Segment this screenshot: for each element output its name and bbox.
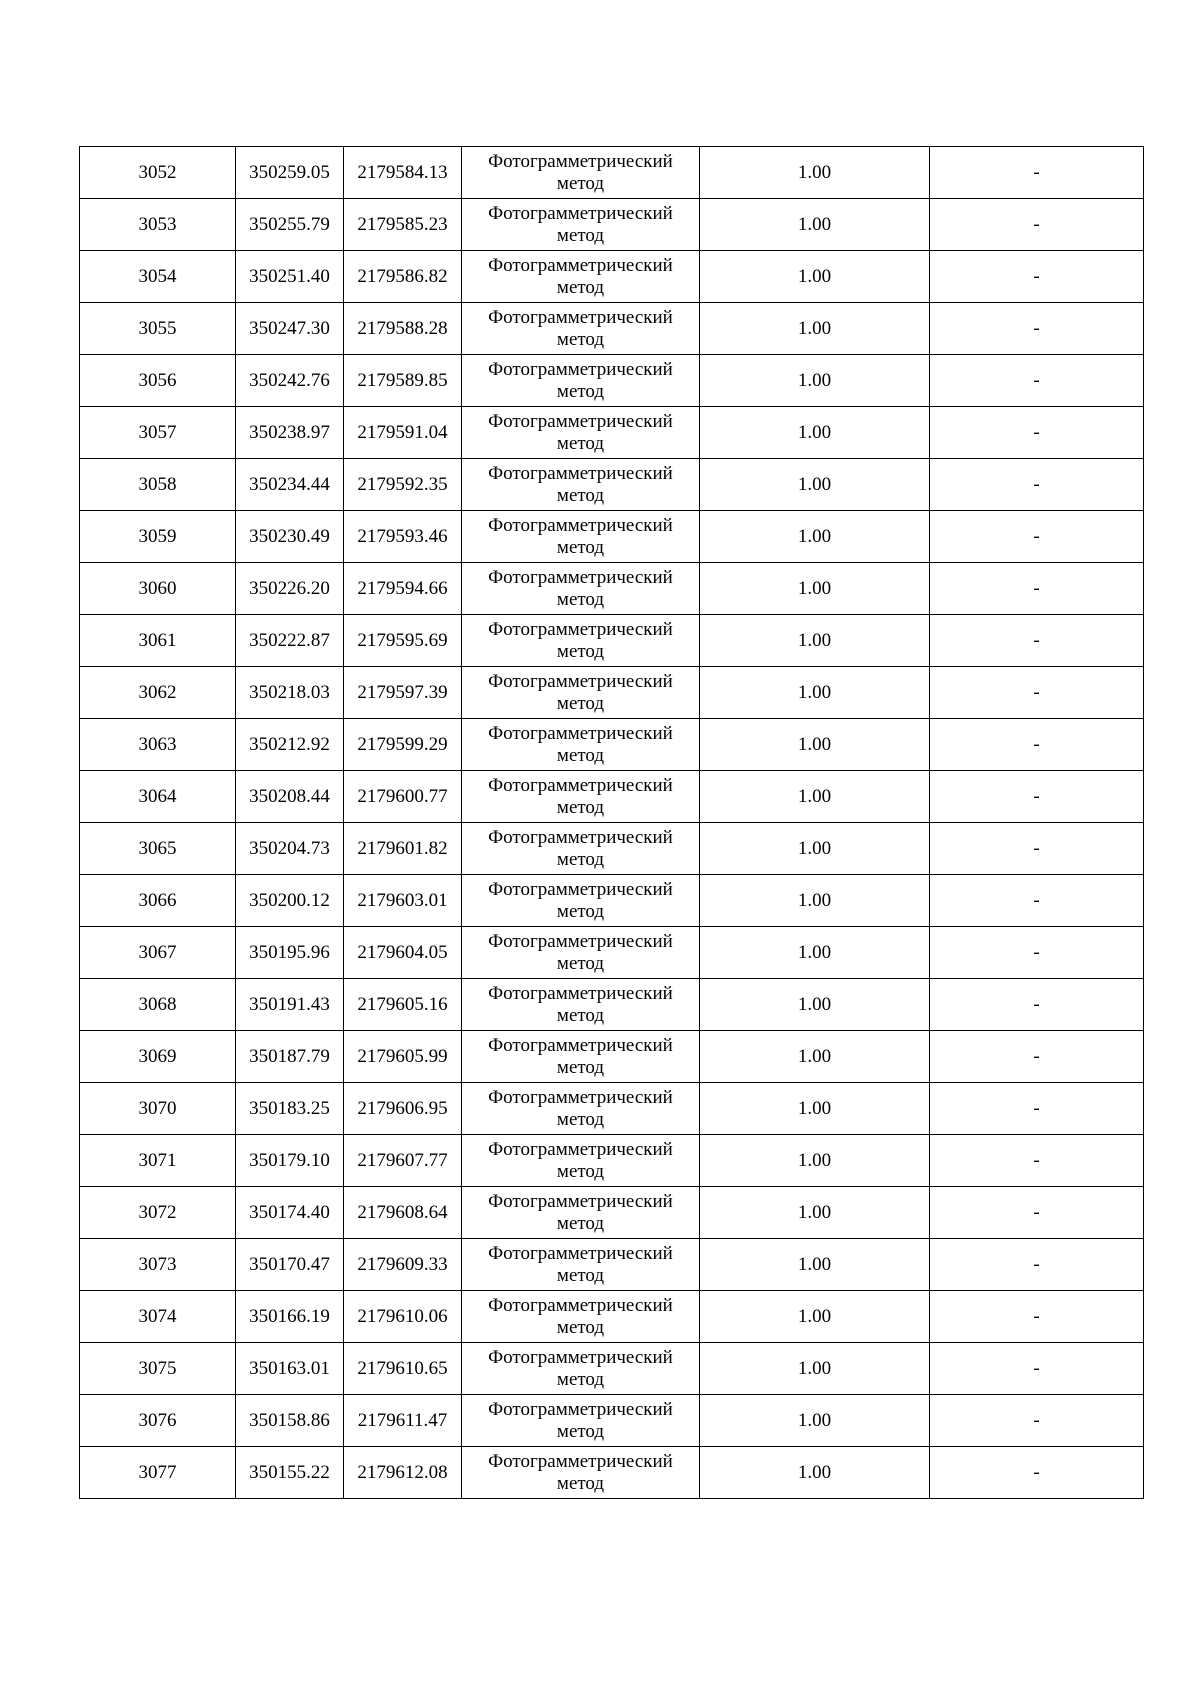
accuracy-cell: 1.00 bbox=[700, 147, 930, 199]
point-number-cell: 3061 bbox=[80, 615, 236, 667]
accuracy-cell: 1.00 bbox=[700, 459, 930, 511]
point-number-cell: 3055 bbox=[80, 303, 236, 355]
x-coordinate-cell: 350195.96 bbox=[236, 927, 344, 979]
y-coordinate-cell: 2179611.47 bbox=[344, 1395, 462, 1447]
table-row bbox=[80, 1291, 1144, 1343]
x-coordinate-cell: 350163.01 bbox=[236, 1343, 344, 1395]
note-cell: - bbox=[930, 719, 1144, 771]
accuracy-cell: 1.00 bbox=[700, 979, 930, 1031]
method-line-1: Фотограмметрический bbox=[488, 514, 673, 536]
method-line-2: метод bbox=[556, 848, 605, 870]
table-row bbox=[80, 823, 1144, 875]
table-row bbox=[80, 875, 1144, 927]
method-cell bbox=[462, 1031, 700, 1083]
accuracy-cell: 1.00 bbox=[700, 1083, 930, 1135]
point-number-cell: 3058 bbox=[80, 459, 236, 511]
point-number-cell: 3057 bbox=[80, 407, 236, 459]
x-coordinate-cell: 350251.40 bbox=[236, 251, 344, 303]
x-coordinate-cell: 350208.44 bbox=[236, 771, 344, 823]
accuracy-cell: 1.00 bbox=[700, 1291, 930, 1343]
method-cell bbox=[462, 1187, 700, 1239]
x-coordinate-cell: 350183.25 bbox=[236, 1083, 344, 1135]
point-number-cell: 3069 bbox=[80, 1031, 236, 1083]
x-coordinate-cell: 350255.79 bbox=[236, 199, 344, 251]
method-line-2: метод bbox=[556, 588, 605, 610]
method-line-1: Фотограмметрический bbox=[488, 774, 673, 796]
table-row bbox=[80, 251, 1144, 303]
note-cell: - bbox=[930, 199, 1144, 251]
y-coordinate-cell: 2179589.85 bbox=[344, 355, 462, 407]
table-row bbox=[80, 199, 1144, 251]
accuracy-cell: 1.00 bbox=[700, 667, 930, 719]
coordinates-table bbox=[79, 146, 1144, 1499]
point-number-cell: 3068 bbox=[80, 979, 236, 1031]
table-row bbox=[80, 1447, 1144, 1499]
point-number-cell: 3065 bbox=[80, 823, 236, 875]
note-cell: - bbox=[930, 251, 1144, 303]
method-line-2: метод bbox=[556, 692, 605, 714]
accuracy-cell: 1.00 bbox=[700, 511, 930, 563]
method-cell bbox=[462, 407, 700, 459]
note-cell: - bbox=[930, 1395, 1144, 1447]
accuracy-cell: 1.00 bbox=[700, 303, 930, 355]
point-number-cell: 3062 bbox=[80, 667, 236, 719]
method-line-2: метод bbox=[556, 1108, 605, 1130]
method-line-1: Фотограмметрический bbox=[488, 722, 673, 744]
method-cell bbox=[462, 251, 700, 303]
x-coordinate-cell: 350179.10 bbox=[236, 1135, 344, 1187]
point-number-cell: 3076 bbox=[80, 1395, 236, 1447]
accuracy-cell: 1.00 bbox=[700, 927, 930, 979]
method-line-1: Фотограмметрический bbox=[488, 1138, 673, 1160]
accuracy-cell: 1.00 bbox=[700, 1187, 930, 1239]
accuracy-cell: 1.00 bbox=[700, 251, 930, 303]
y-coordinate-cell: 2179612.08 bbox=[344, 1447, 462, 1499]
point-number-cell: 3054 bbox=[80, 251, 236, 303]
y-coordinate-cell: 2179605.99 bbox=[344, 1031, 462, 1083]
method-line-2: метод bbox=[556, 1264, 605, 1286]
y-coordinate-cell: 2179586.82 bbox=[344, 251, 462, 303]
method-cell bbox=[462, 979, 700, 1031]
x-coordinate-cell: 350226.20 bbox=[236, 563, 344, 615]
table-row bbox=[80, 771, 1144, 823]
accuracy-cell: 1.00 bbox=[700, 823, 930, 875]
method-line-1: Фотограмметрический bbox=[488, 566, 673, 588]
y-coordinate-cell: 2179601.82 bbox=[344, 823, 462, 875]
method-line-1: Фотограмметрический bbox=[488, 1294, 673, 1316]
table-row bbox=[80, 1031, 1144, 1083]
method-line-1: Фотограмметрический bbox=[488, 358, 673, 380]
table-row bbox=[80, 615, 1144, 667]
method-line-2: метод bbox=[556, 224, 605, 246]
method-cell bbox=[462, 355, 700, 407]
point-number-cell: 3071 bbox=[80, 1135, 236, 1187]
method-cell bbox=[462, 875, 700, 927]
note-cell: - bbox=[930, 979, 1144, 1031]
note-cell: - bbox=[930, 1291, 1144, 1343]
table-row bbox=[80, 979, 1144, 1031]
y-coordinate-cell: 2179608.64 bbox=[344, 1187, 462, 1239]
point-number-cell: 3075 bbox=[80, 1343, 236, 1395]
table-row bbox=[80, 1135, 1144, 1187]
table-row bbox=[80, 1239, 1144, 1291]
method-cell bbox=[462, 667, 700, 719]
method-line-1: Фотограмметрический bbox=[488, 1346, 673, 1368]
method-cell bbox=[462, 1135, 700, 1187]
x-coordinate-cell: 350218.03 bbox=[236, 667, 344, 719]
y-coordinate-cell: 2179595.69 bbox=[344, 615, 462, 667]
x-coordinate-cell: 350230.49 bbox=[236, 511, 344, 563]
table-row bbox=[80, 563, 1144, 615]
method-cell bbox=[462, 563, 700, 615]
point-number-cell: 3067 bbox=[80, 927, 236, 979]
method-line-1: Фотограмметрический bbox=[488, 930, 673, 952]
accuracy-cell: 1.00 bbox=[700, 615, 930, 667]
note-cell: - bbox=[930, 875, 1144, 927]
table-row bbox=[80, 459, 1144, 511]
method-line-1: Фотограмметрический bbox=[488, 150, 673, 172]
method-line-1: Фотограмметрический bbox=[488, 982, 673, 1004]
y-coordinate-cell: 2179584.13 bbox=[344, 147, 462, 199]
note-cell: - bbox=[930, 1239, 1144, 1291]
note-cell: - bbox=[930, 1083, 1144, 1135]
table-row bbox=[80, 927, 1144, 979]
x-coordinate-cell: 350174.40 bbox=[236, 1187, 344, 1239]
note-cell: - bbox=[930, 667, 1144, 719]
y-coordinate-cell: 2179599.29 bbox=[344, 719, 462, 771]
accuracy-cell: 1.00 bbox=[700, 1239, 930, 1291]
method-line-1: Фотограмметрический bbox=[488, 1086, 673, 1108]
y-coordinate-cell: 2179592.35 bbox=[344, 459, 462, 511]
accuracy-cell: 1.00 bbox=[700, 1343, 930, 1395]
accuracy-cell: 1.00 bbox=[700, 199, 930, 251]
note-cell: - bbox=[930, 511, 1144, 563]
method-line-2: метод bbox=[556, 172, 605, 194]
note-cell: - bbox=[930, 1187, 1144, 1239]
accuracy-cell: 1.00 bbox=[700, 355, 930, 407]
y-coordinate-cell: 2179605.16 bbox=[344, 979, 462, 1031]
method-cell bbox=[462, 199, 700, 251]
y-coordinate-cell: 2179593.46 bbox=[344, 511, 462, 563]
table-row bbox=[80, 355, 1144, 407]
point-number-cell: 3064 bbox=[80, 771, 236, 823]
method-cell bbox=[462, 1395, 700, 1447]
method-cell bbox=[462, 147, 700, 199]
point-number-cell: 3066 bbox=[80, 875, 236, 927]
point-number-cell: 3063 bbox=[80, 719, 236, 771]
x-coordinate-cell: 350187.79 bbox=[236, 1031, 344, 1083]
table-row bbox=[80, 511, 1144, 563]
method-cell bbox=[462, 823, 700, 875]
accuracy-cell: 1.00 bbox=[700, 1031, 930, 1083]
note-cell: - bbox=[930, 1447, 1144, 1499]
method-cell bbox=[462, 1083, 700, 1135]
method-cell bbox=[462, 719, 700, 771]
y-coordinate-cell: 2179591.04 bbox=[344, 407, 462, 459]
x-coordinate-cell: 350222.87 bbox=[236, 615, 344, 667]
x-coordinate-cell: 350259.05 bbox=[236, 147, 344, 199]
y-coordinate-cell: 2179597.39 bbox=[344, 667, 462, 719]
table-row bbox=[80, 1187, 1144, 1239]
x-coordinate-cell: 350166.19 bbox=[236, 1291, 344, 1343]
method-cell bbox=[462, 1239, 700, 1291]
accuracy-cell: 1.00 bbox=[700, 1447, 930, 1499]
method-line-1: Фотограмметрический bbox=[488, 618, 673, 640]
method-line-1: Фотограмметрический bbox=[488, 410, 673, 432]
note-cell: - bbox=[930, 147, 1144, 199]
note-cell: - bbox=[930, 823, 1144, 875]
accuracy-cell: 1.00 bbox=[700, 1135, 930, 1187]
point-number-cell: 3059 bbox=[80, 511, 236, 563]
method-line-1: Фотограмметрический bbox=[488, 1398, 673, 1420]
method-line-2: метод bbox=[556, 536, 605, 558]
y-coordinate-cell: 2179594.66 bbox=[344, 563, 462, 615]
note-cell: - bbox=[930, 407, 1144, 459]
x-coordinate-cell: 350155.22 bbox=[236, 1447, 344, 1499]
note-cell: - bbox=[930, 615, 1144, 667]
method-line-2: метод bbox=[556, 328, 605, 350]
method-line-2: метод bbox=[556, 380, 605, 402]
accuracy-cell: 1.00 bbox=[700, 407, 930, 459]
note-cell: - bbox=[930, 1343, 1144, 1395]
y-coordinate-cell: 2179585.23 bbox=[344, 199, 462, 251]
method-line-1: Фотограмметрический bbox=[488, 1034, 673, 1056]
method-cell bbox=[462, 459, 700, 511]
x-coordinate-cell: 350204.73 bbox=[236, 823, 344, 875]
y-coordinate-cell: 2179604.05 bbox=[344, 927, 462, 979]
accuracy-cell: 1.00 bbox=[700, 875, 930, 927]
point-number-cell: 3072 bbox=[80, 1187, 236, 1239]
point-number-cell: 3074 bbox=[80, 1291, 236, 1343]
table-row bbox=[80, 147, 1144, 199]
y-coordinate-cell: 2179588.28 bbox=[344, 303, 462, 355]
y-coordinate-cell: 2179603.01 bbox=[344, 875, 462, 927]
y-coordinate-cell: 2179607.77 bbox=[344, 1135, 462, 1187]
method-line-2: метод bbox=[556, 1004, 605, 1026]
method-line-1: Фотограмметрический bbox=[488, 306, 673, 328]
method-line-1: Фотограмметрический bbox=[488, 462, 673, 484]
method-line-2: метод bbox=[556, 952, 605, 974]
method-line-2: метод bbox=[556, 744, 605, 766]
x-coordinate-cell: 350170.47 bbox=[236, 1239, 344, 1291]
y-coordinate-cell: 2179609.33 bbox=[344, 1239, 462, 1291]
note-cell: - bbox=[930, 927, 1144, 979]
method-line-2: метод bbox=[556, 1472, 605, 1494]
coordinates-table-body bbox=[80, 147, 1144, 1499]
method-line-1: Фотограмметрический bbox=[488, 1450, 673, 1472]
point-number-cell: 3070 bbox=[80, 1083, 236, 1135]
table-row bbox=[80, 303, 1144, 355]
method-line-1: Фотограмметрический bbox=[488, 670, 673, 692]
method-cell bbox=[462, 615, 700, 667]
table-row bbox=[80, 1395, 1144, 1447]
y-coordinate-cell: 2179600.77 bbox=[344, 771, 462, 823]
x-coordinate-cell: 350234.44 bbox=[236, 459, 344, 511]
method-line-1: Фотограмметрический bbox=[488, 826, 673, 848]
method-line-2: метод bbox=[556, 900, 605, 922]
method-line-1: Фотограмметрический bbox=[488, 202, 673, 224]
note-cell: - bbox=[930, 1031, 1144, 1083]
method-line-2: метод bbox=[556, 1056, 605, 1078]
x-coordinate-cell: 350247.30 bbox=[236, 303, 344, 355]
table-row bbox=[80, 667, 1144, 719]
note-cell: - bbox=[930, 459, 1144, 511]
method-line-2: метод bbox=[556, 1420, 605, 1442]
table-row bbox=[80, 1343, 1144, 1395]
table-row bbox=[80, 1083, 1144, 1135]
accuracy-cell: 1.00 bbox=[700, 719, 930, 771]
point-number-cell: 3073 bbox=[80, 1239, 236, 1291]
point-number-cell: 3077 bbox=[80, 1447, 236, 1499]
method-line-2: метод bbox=[556, 1212, 605, 1234]
method-line-2: метод bbox=[556, 640, 605, 662]
y-coordinate-cell: 2179606.95 bbox=[344, 1083, 462, 1135]
note-cell: - bbox=[930, 563, 1144, 615]
x-coordinate-cell: 350191.43 bbox=[236, 979, 344, 1031]
method-cell bbox=[462, 1291, 700, 1343]
note-cell: - bbox=[930, 771, 1144, 823]
accuracy-cell: 1.00 bbox=[700, 771, 930, 823]
method-cell bbox=[462, 1447, 700, 1499]
method-line-2: метод bbox=[556, 484, 605, 506]
y-coordinate-cell: 2179610.06 bbox=[344, 1291, 462, 1343]
accuracy-cell: 1.00 bbox=[700, 1395, 930, 1447]
method-line-1: Фотограмметрический bbox=[488, 1190, 673, 1212]
method-cell bbox=[462, 1343, 700, 1395]
x-coordinate-cell: 350238.97 bbox=[236, 407, 344, 459]
method-cell bbox=[462, 771, 700, 823]
method-line-1: Фотограмметрический bbox=[488, 878, 673, 900]
x-coordinate-cell: 350242.76 bbox=[236, 355, 344, 407]
method-line-2: метод bbox=[556, 1316, 605, 1338]
x-coordinate-cell: 350158.86 bbox=[236, 1395, 344, 1447]
point-number-cell: 3053 bbox=[80, 199, 236, 251]
x-coordinate-cell: 350212.92 bbox=[236, 719, 344, 771]
accuracy-cell: 1.00 bbox=[700, 563, 930, 615]
method-line-1: Фотограмметрический bbox=[488, 1242, 673, 1264]
method-cell bbox=[462, 511, 700, 563]
method-line-2: метод bbox=[556, 1368, 605, 1390]
method-cell bbox=[462, 927, 700, 979]
y-coordinate-cell: 2179610.65 bbox=[344, 1343, 462, 1395]
method-cell bbox=[462, 303, 700, 355]
method-line-2: метод bbox=[556, 796, 605, 818]
point-number-cell: 3056 bbox=[80, 355, 236, 407]
point-number-cell: 3060 bbox=[80, 563, 236, 615]
method-line-1: Фотограмметрический bbox=[488, 254, 673, 276]
table-row bbox=[80, 719, 1144, 771]
note-cell: - bbox=[930, 303, 1144, 355]
x-coordinate-cell: 350200.12 bbox=[236, 875, 344, 927]
method-line-2: метод bbox=[556, 276, 605, 298]
table-row bbox=[80, 407, 1144, 459]
method-line-2: метод bbox=[556, 1160, 605, 1182]
note-cell: - bbox=[930, 355, 1144, 407]
note-cell: - bbox=[930, 1135, 1144, 1187]
point-number-cell: 3052 bbox=[80, 147, 236, 199]
method-line-2: метод bbox=[556, 432, 605, 454]
